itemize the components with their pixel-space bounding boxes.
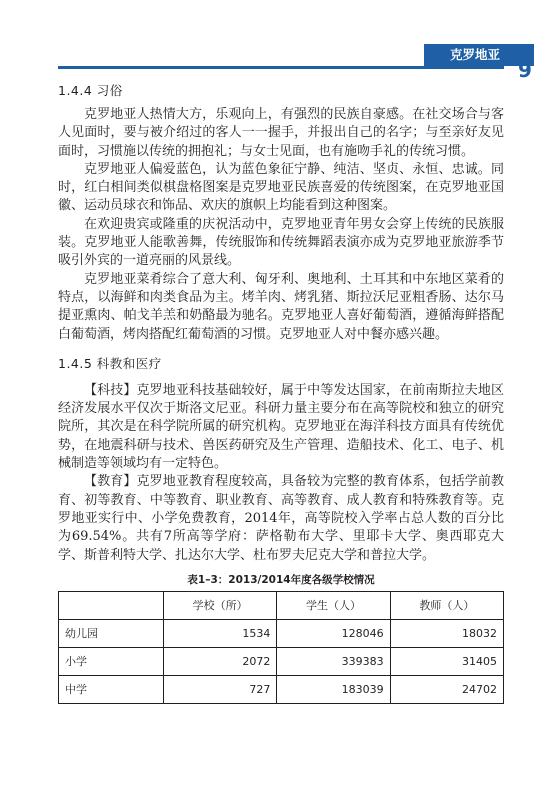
- table-cell: 2072: [164, 647, 277, 675]
- page-content: [58, 82, 504, 704]
- table-cell: 中学: [59, 675, 164, 703]
- table-cell: 1534: [164, 619, 277, 647]
- paragraph: 克罗地亚人偏爱蓝色，认为蓝色象征宁静、纯洁、坚贞、永恒、忠诚。同时，红白相间类似棋盘格图案是克罗地亚民族喜爱的传统图案，在克罗地亚国徽、运动员球衣和饰品、欢庆的旗帜上均能看到这种图案。: [58, 161, 504, 214]
- table-header-cell: 学校（所）: [164, 591, 277, 619]
- table-cell: 128046: [277, 619, 390, 647]
- chapter-header-title: 克罗地亚: [450, 47, 501, 62]
- paragraph: 克罗地亚菜肴综合了意大利、匈牙利、奥地利、土耳其和中东地区菜肴的特点，以海鲜和肉类食品为主。烤羊肉、烤乳猪、斯拉沃尼亚粗香肠、达尔马提亚熏肉、帕戈羊羔和奶酪最为驰名。克罗地亚人喜好葡萄酒，遵循海鲜搭配白葡萄酒，烤肉搭配红葡萄酒的习惯。克罗地亚人对中餐亦感兴趣。: [58, 271, 504, 342]
- table-cell: 31405: [390, 647, 503, 675]
- table-header-cell: [59, 591, 164, 619]
- table-cell: 24702: [390, 675, 503, 703]
- paragraph: 在欢迎贵宾或隆重的庆祝活动中，克罗地亚青年男女会穿上传统的民族服装。克罗地亚人能歌善舞，传统服饰和传统舞蹈表演亦成为克罗地亚旅游季节吸引外宾的一道亮丽的风景线。: [58, 216, 504, 269]
- table-caption: 表1–3：2013/2014年度各级学校情况: [187, 573, 375, 586]
- table-cell: 18032: [390, 619, 503, 647]
- section-title-science-education: 1.4.5 科教和医疗: [58, 355, 162, 371]
- table-cell: 小学: [59, 647, 164, 675]
- table-cell: 339383: [277, 647, 390, 675]
- paragraph: 【科技】克罗地亚科技基础较好，属于中等发达国家，在前南斯拉夫地区经济发展水平仅次于斯洛文尼亚。科研力量主要分布在高等院校和独立的研究院所，其次是在科学院所属的研究机构。克罗地亚在海洋科技方面具有传统优势，在地震科研与技术、兽医药研究及生产管理、造船技术、化工、电子、机械制造等领域均有一定特色。: [58, 382, 504, 472]
- paragraph: 【教育】克罗地亚教育程度较高，具备较为完整的教育体系，包括学前教育、初等教育、中等教育、职业教育、高等教育、成人教育和特殊教育等。克罗地亚实行中、小学免费教育，2014年，高等院校入学率占总人数的百分比为69.54%。共有7所高等学府：萨格勒布大学、里耶卡大学、奥西耶克大学、斯普利特大学、扎达尔大学、杜布罗夫尼克大学和普拉大学。: [58, 474, 504, 563]
- table-header-row: [59, 591, 504, 619]
- paragraph: 克罗地亚人热情大方，乐观向上，有强烈的民族自豪感。在社交场合与客人见面时，要与被介绍过的客人一一握手，并报出自己的名字；与至亲好友见面时，习惯施以传统的拥抱礼；与女士见面，也有施吻手礼的传统习惯。: [58, 107, 504, 159]
- table-row: [59, 647, 504, 675]
- school-stats-table: [58, 591, 504, 704]
- header-rule: [58, 66, 504, 69]
- section-title-customs: 1.4.4 习俗: [58, 83, 123, 98]
- page-number: 9: [518, 58, 532, 82]
- table-header-cell: 教师（人）: [390, 591, 503, 619]
- table-row: [59, 619, 504, 647]
- table-cell: 727: [164, 675, 277, 703]
- table-header-cell: 学生（人）: [277, 591, 390, 619]
- table-cell: 183039: [277, 675, 390, 703]
- table-cell: 幼儿园: [59, 619, 164, 647]
- table-row: [59, 675, 504, 703]
